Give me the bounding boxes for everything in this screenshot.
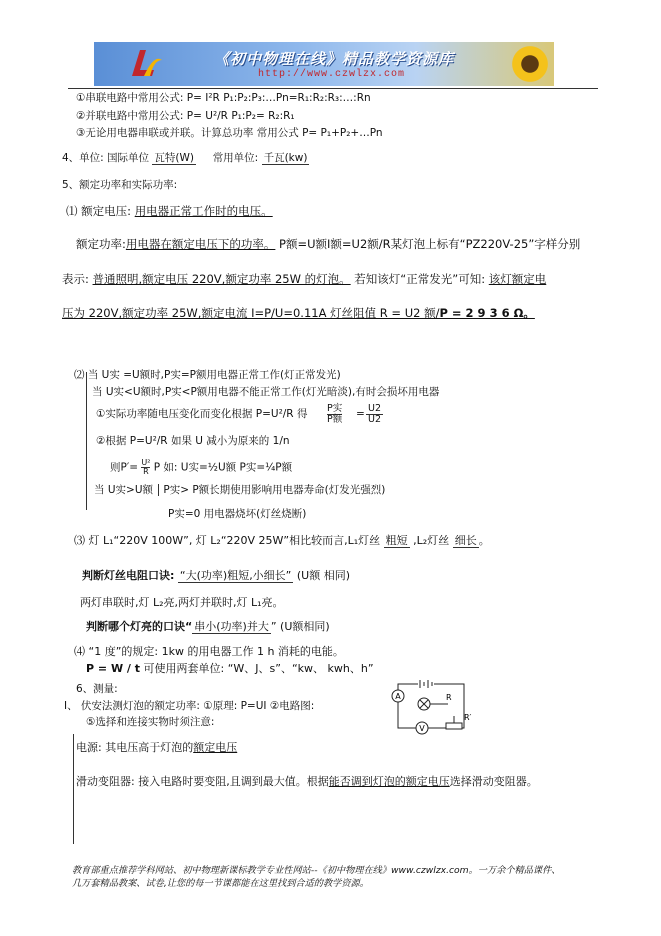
compare-line1 [74, 535, 490, 547]
units-common: 千瓦(kw) [263, 152, 308, 164]
compare-line3: 两灯串联时,灯 L₂亮,两灯并联时,灯 L₁亮。 [80, 596, 284, 609]
banner-title: 《初中物理在线》精品教学资源库 [214, 50, 455, 68]
measure-rheostat [76, 776, 538, 788]
compare-rule1-cond: (U额 相同) [296, 569, 351, 582]
formula-parallel: ②并联电路中常用公式: P= U²/R P₁:P₂= R₂:R₁ [76, 110, 295, 122]
banner-url[interactable]: http://www.czwlzx.com [258, 69, 406, 80]
rated-heading: 5、额定功率和实际功率: [62, 179, 178, 191]
fraction-u-num: U2 [368, 403, 381, 414]
compare-line1-e: 。 [478, 534, 490, 547]
formula-series: ①串联电路中常用公式: P= I²R P₁:P₂:P₃:…Pn=R₁:R₂:R₃:…:Rn [76, 92, 371, 104]
compare-rule2-text: 串小(功率)并大 [194, 620, 269, 633]
rated-voltage-def: 用电器正常工作时的电压。 [134, 204, 273, 218]
header-banner [94, 42, 554, 86]
rated-voltage [66, 205, 273, 218]
measure-rheo-c: 选择滑动变阻器。 [449, 775, 538, 788]
actual-line4: ②根据 P=U²/R 如果 U 减小为原来的 1/n [96, 435, 290, 447]
actual-line7: P实=0 用电器烧坏(灯丝烧断) [168, 508, 307, 520]
measure-source-b: 额定电压 [193, 741, 238, 754]
voltmeter-label: V [419, 724, 425, 733]
ammeter-label: A [395, 692, 401, 701]
measure-rheo-b: 能否调到灯泡的额定电压 [328, 775, 450, 788]
compare-line1-c: ,L₂灯丝 [413, 534, 450, 547]
degree-formula: P = W / t [86, 662, 141, 675]
actual-line5 [110, 459, 292, 476]
footer-line1: 教育部重点推荐学科网站、初中物理新课标教学专业性网站--《初中物理在线》www.czwlzx.com。一万余个精品课件、 [72, 865, 561, 876]
formula-total: ③无论用电器串联或并联。计算总功率 常用公式 P= P₁+P₂+…Pn [76, 127, 383, 139]
compare-thin: 细长 [454, 534, 477, 547]
actual-line5-b: P 如: U实=½U额 P实=¼P额 [153, 461, 293, 474]
rheostat-label: R′ [464, 713, 472, 722]
resistor-label: R [446, 693, 452, 702]
compare-thick: 粗短 [385, 534, 408, 547]
sunflower-icon [510, 44, 550, 84]
fraction-u-n: $\frac{\text{U²}}{R}$ [141, 458, 151, 476]
fraction-p [327, 404, 342, 426]
header-rule [68, 88, 598, 89]
compare-rule1-label: 判断灯丝电阻口诀: [82, 569, 175, 582]
compare-rule1-text: “大(功率)粗短,小细长” [179, 569, 292, 582]
rated-power-def: 用电器在额定电压下的功率。 [125, 237, 276, 251]
actual-line1: ⑵ 当 U实 =U额时,P实=P额用电器正常工作(灯正常发光) [74, 369, 341, 381]
rated-power-formula: P额=U额I额=U2额/R某灯泡上标有“PZ220V-25”字样分别 [279, 237, 581, 251]
rated-line3-d: 该灯额定电 [488, 272, 547, 286]
footer-line2: 几万套精品教案、试卷,让您的每一节课都能在这里找到合适的教学资源。 [72, 878, 369, 890]
rated-line3-a: 表示: [62, 272, 89, 286]
rated-voltage-label: ⑴ 额定电压: [66, 204, 132, 218]
rated-power [76, 238, 580, 251]
fraction-p-den: P额 [327, 414, 343, 426]
measure-source [76, 742, 237, 754]
footer [72, 864, 561, 891]
fraction-p-num: P实 [327, 403, 343, 414]
degree-units: 可使用两套单位: “W、J、s”、“kw、 kwh、h” [143, 662, 374, 675]
rated-power-label: 额定功率: [76, 237, 126, 251]
rated-line3-b: 普通照明,额定电压 220V,额定功率 25W 的灯泡。 [92, 272, 351, 286]
circuit-diagram [388, 678, 474, 740]
site-logo-icon [124, 46, 164, 82]
rheostat-icon [446, 723, 462, 729]
compare-rule2-cond: ” (U额相同) [270, 620, 330, 633]
units-label: 4、单位: 国际单位 [62, 152, 150, 164]
measure-heading: 6、测量: [76, 683, 118, 695]
measure-source-a: 电源: 其电压高于灯泡的 [76, 741, 194, 754]
actual-line6-a: 当 U实>U额 [94, 484, 154, 496]
rated-line3 [62, 273, 546, 286]
rated-line4-a: 压为 220V,额定功率 25W,额定电流 I=P/U=0.11A 灯丝阻值 R = U2 额/ [62, 306, 440, 320]
measure-line1: Ⅰ、 伏安法测灯泡的额定功率: ①原理: P=UI ②电路图: [64, 700, 315, 712]
rated-line3-c: 若知该灯“正常发光”可知: [354, 272, 486, 286]
actual-line2: 当 U实<U额时,P实<P额用电器不能正常工作(灯光暗淡),有时会损坏用电器 [92, 386, 440, 398]
compare-rule2 [86, 621, 330, 633]
actual-line5-a: 则P′= [110, 461, 139, 474]
actual-line3 [96, 409, 307, 421]
degree-line1: ⑷ “1 度”的规定: 1kw 的用电器工作 1 h 消耗的电能。 [74, 645, 344, 658]
compare-rule1 [82, 570, 350, 582]
degree-line2 [86, 663, 374, 675]
actual-brace [86, 372, 87, 510]
rated-line4-b: P = 2 9 3 6 Ω。 [439, 306, 535, 320]
units-common-label: 常用单位: [212, 152, 259, 164]
fraction-u [366, 404, 383, 426]
actual-line6 [94, 485, 385, 497]
measure-rheo-a: 滑动变阻器: 接入电路时要变阻,且调到最大值。根据 [76, 775, 329, 788]
units-si: 瓦特(W) [154, 152, 194, 164]
measure-brace [73, 734, 74, 844]
fraction-eq: = [356, 408, 365, 420]
fraction-u-den: U2 [368, 414, 381, 426]
units-line [62, 153, 309, 165]
rated-line4 [62, 307, 535, 320]
actual-line3-text: ①实际功率随电压变化而变化根据 P=U²/R 得 [96, 408, 308, 420]
compare-line1-a: ⑶ 灯 L₁“220V 100W”, 灯 L₂“220V 25W”相比较而言,L₁灯丝 [74, 534, 381, 547]
actual-line6-b: P实> P额长期使用影响用电器寿命(灯发光强烈) [158, 484, 385, 496]
compare-rule2-label: 判断哪个灯亮的口诀“ [86, 620, 193, 633]
measure-line2: ⑤选择和连接实物时须注意: [86, 716, 215, 728]
